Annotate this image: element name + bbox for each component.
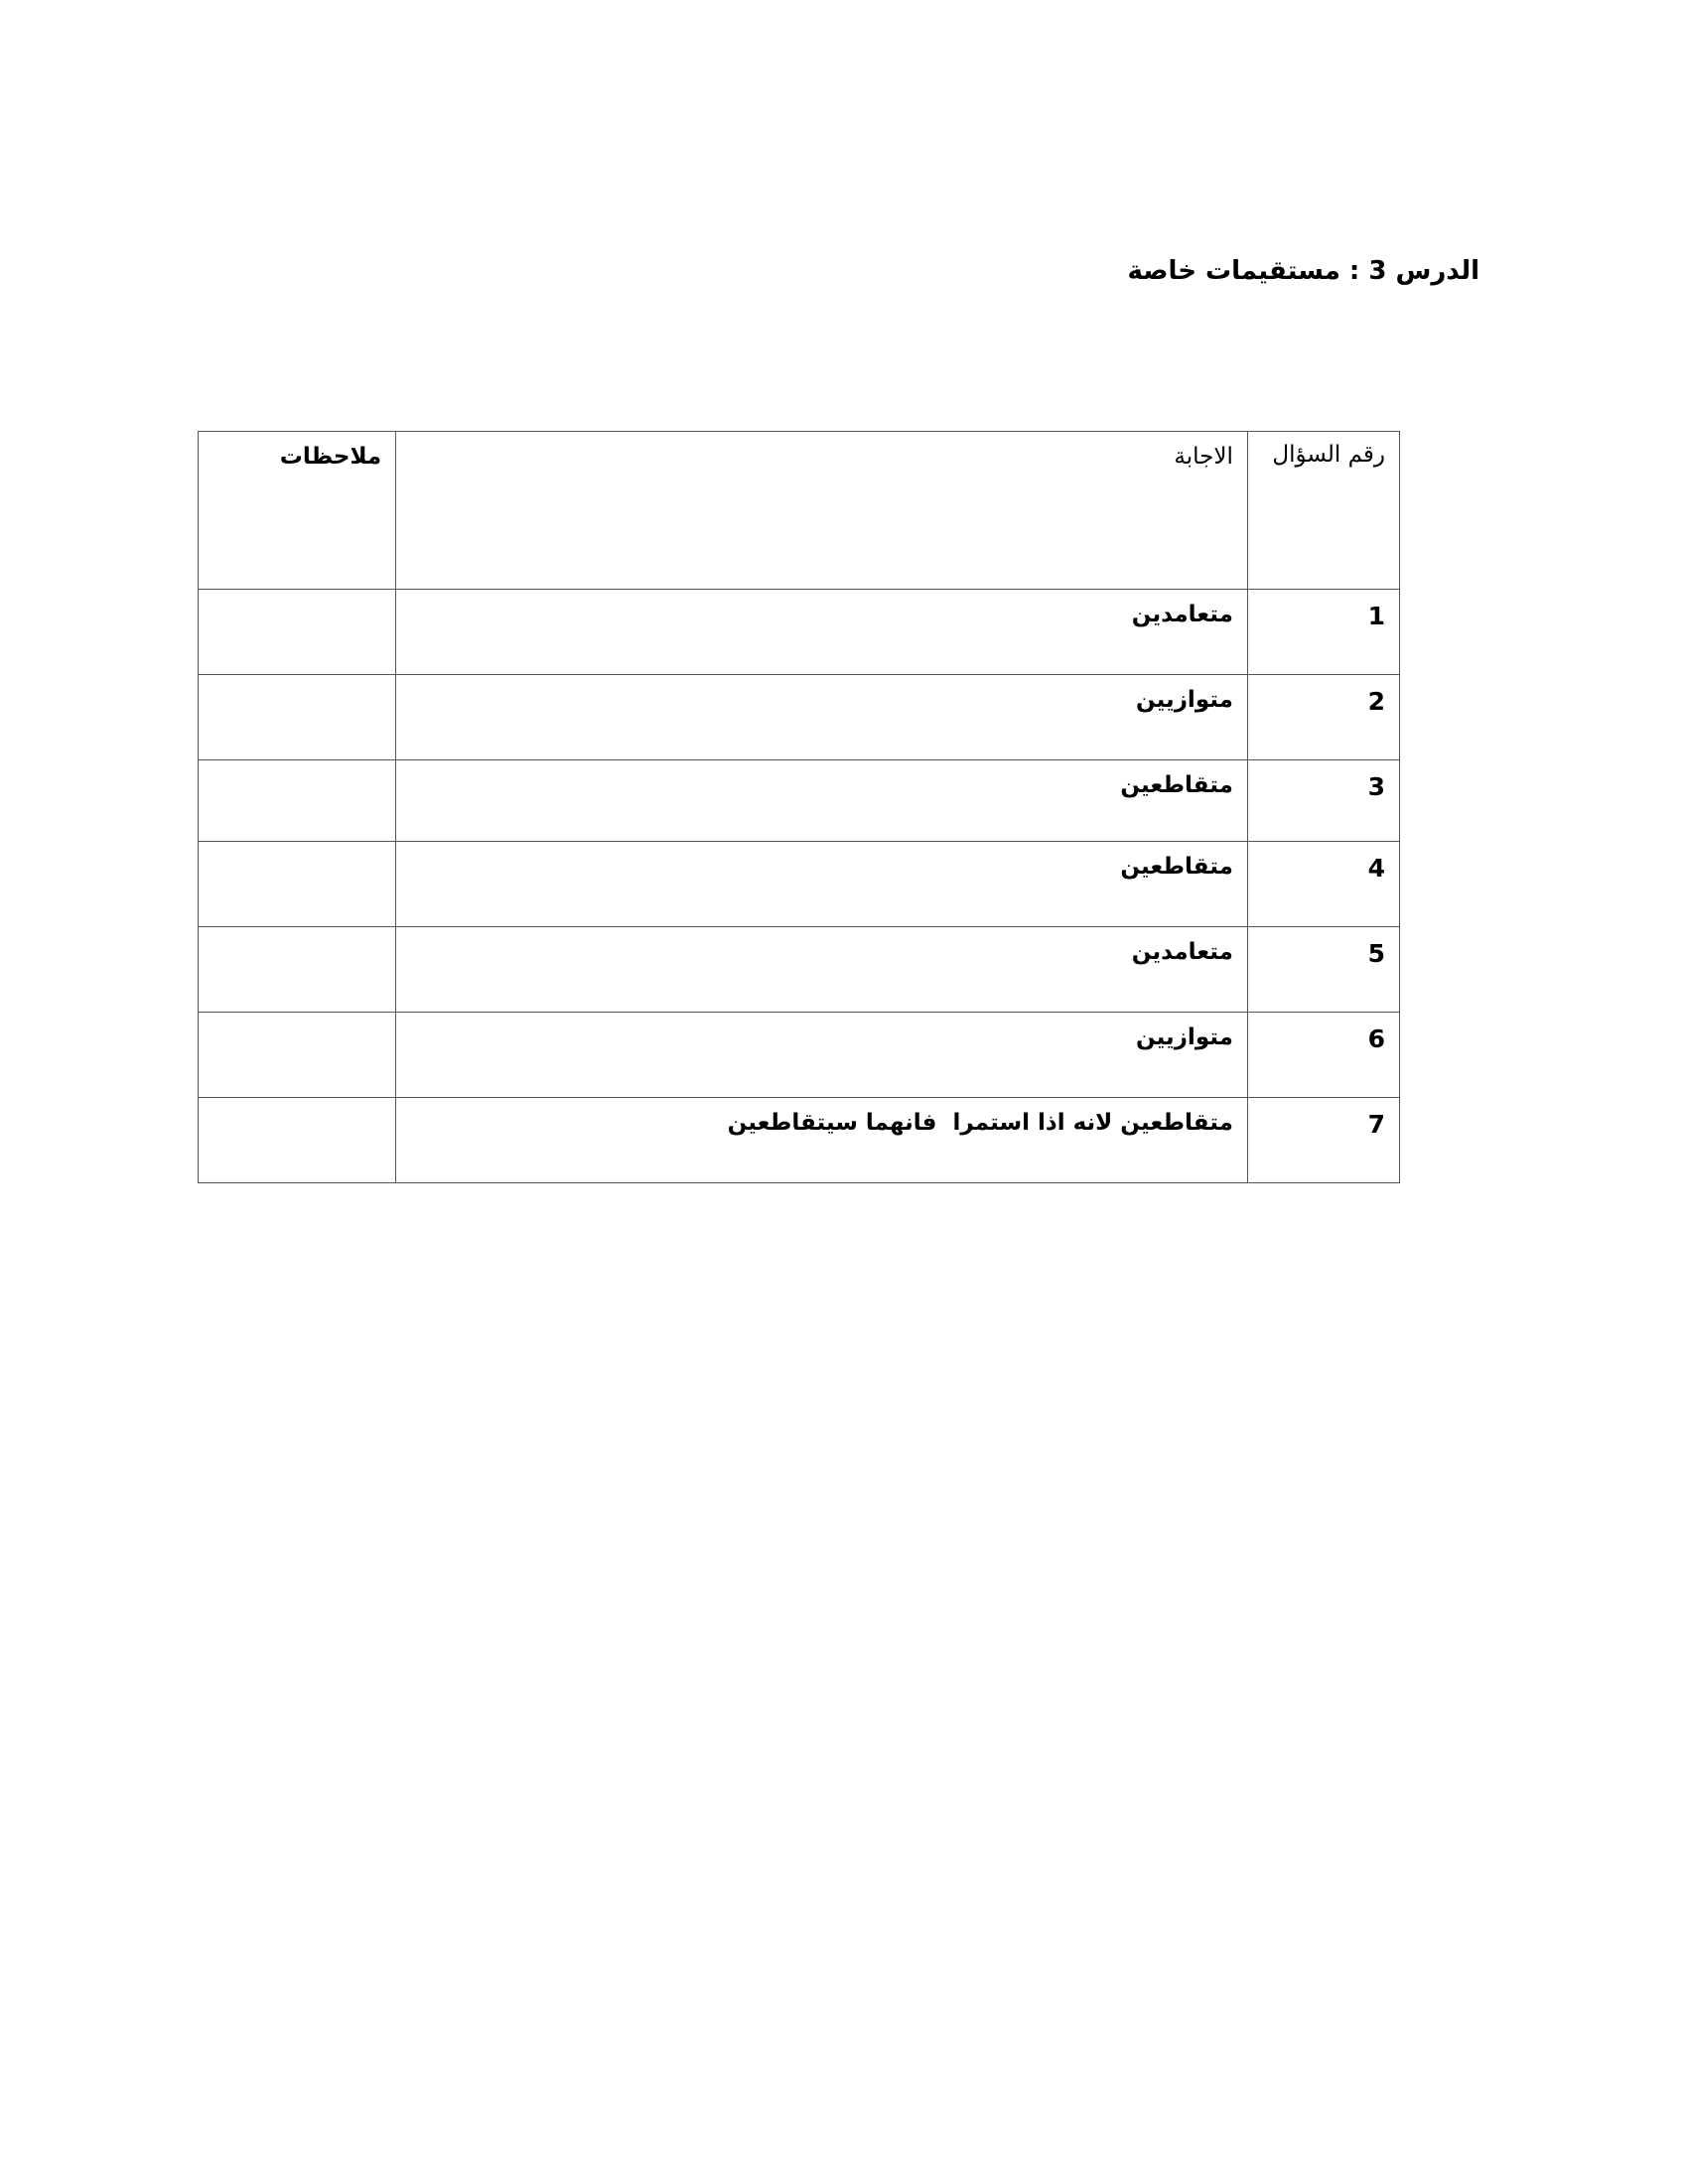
- notes-cell: [199, 675, 396, 760]
- answer-cell: متقاطعين: [396, 760, 1248, 842]
- question-number-cell: 6: [1247, 1013, 1399, 1098]
- answer-cell: متقاطعين لانه اذا استمرا فانهما سيتقاطعين: [396, 1098, 1248, 1183]
- notes-cell: [199, 760, 396, 842]
- table-header-row: [199, 432, 1400, 590]
- notes-cell: [199, 1013, 396, 1098]
- question-number-cell: 1: [1247, 590, 1399, 675]
- header-answer: الاجابة: [396, 432, 1248, 590]
- notes-cell: [199, 1098, 396, 1183]
- notes-cell: [199, 842, 396, 927]
- answer-cell: متعامدين: [396, 927, 1248, 1013]
- notes-cell: [199, 590, 396, 675]
- answers-table: [198, 431, 1400, 1183]
- table-row: [199, 927, 1400, 1013]
- question-number-cell: 5: [1247, 927, 1399, 1013]
- answer-cell: متوازيين: [396, 1013, 1248, 1098]
- question-number-cell: 3: [1247, 760, 1399, 842]
- question-number-cell: 2: [1247, 675, 1399, 760]
- table-row: [199, 1098, 1400, 1183]
- question-number-cell: 4: [1247, 842, 1399, 927]
- table-row: [199, 760, 1400, 842]
- answer-cell: متعامدين: [396, 590, 1248, 675]
- notes-cell: [199, 927, 396, 1013]
- answer-cell: متقاطعين: [396, 842, 1248, 927]
- answer-cell: متوازيين: [396, 675, 1248, 760]
- page-title: الدرس 3 : مستقيمات خاصة: [1127, 256, 1479, 286]
- table-row: [199, 1013, 1400, 1098]
- table-row: [199, 842, 1400, 927]
- header-question-number: رقم السؤال: [1247, 432, 1399, 590]
- table-row: [199, 590, 1400, 675]
- table-row: [199, 675, 1400, 760]
- question-number-cell: 7: [1247, 1098, 1399, 1183]
- header-notes: ملاحظات: [199, 432, 396, 590]
